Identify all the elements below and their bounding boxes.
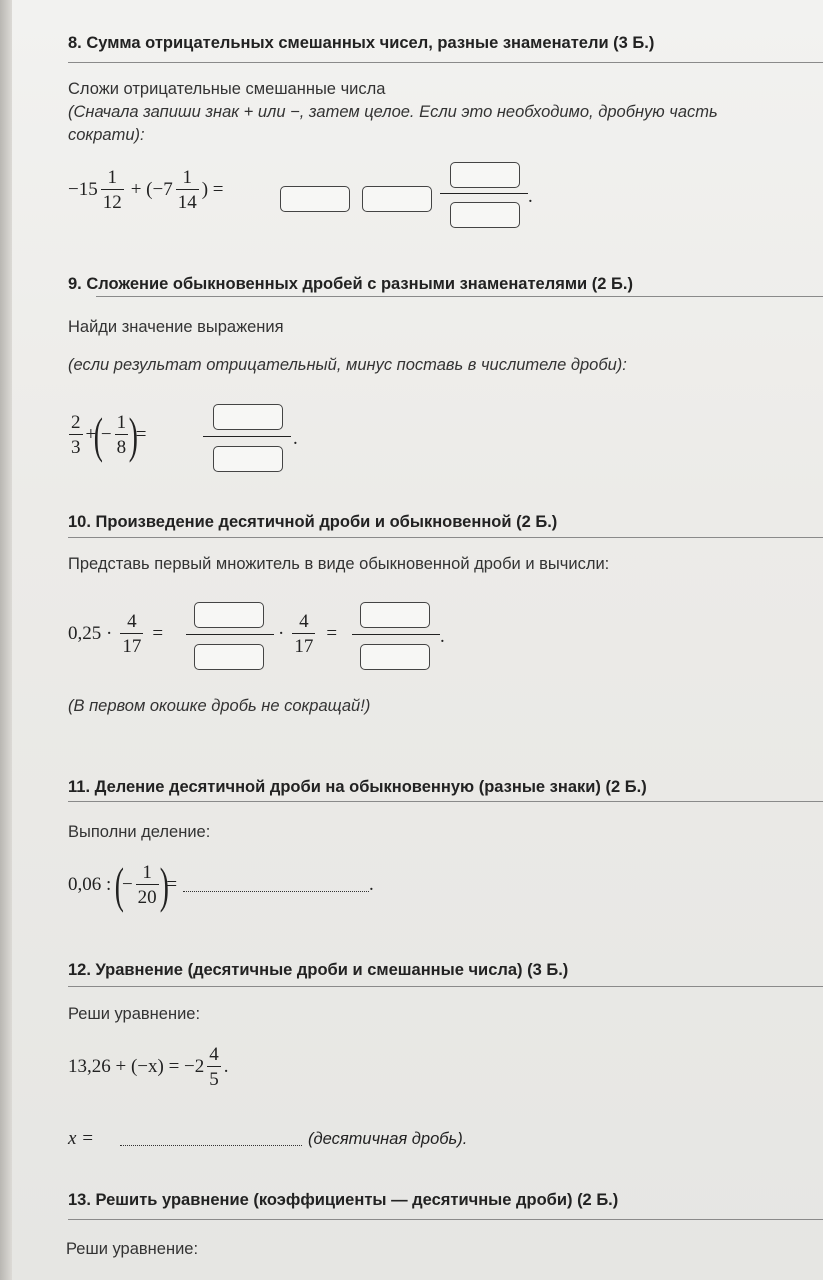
fraction (69, 413, 83, 457)
instruction: Представь первый множитель в виде обыкновенной дроби и вычисли: (68, 555, 610, 573)
paren: ) (128, 407, 139, 463)
period: . (369, 874, 374, 895)
fraction (120, 612, 143, 656)
expression (66, 407, 147, 463)
instruction: Реши уравнение: (68, 1005, 201, 1023)
denominator: 17 (120, 633, 143, 656)
instruction: Сложи отрицательные смешанные числа (68, 80, 386, 98)
answer-note: (десятичная дробь). (308, 1129, 468, 1148)
period: . (293, 428, 298, 449)
instruction-hint-cont: сократи): (68, 126, 145, 144)
task-title: 11. Деление десятичной дроби на обыкновенную (разные знаки) (2 Б.) (68, 778, 647, 796)
denominator: 14 (176, 189, 199, 212)
operator: = (166, 874, 178, 895)
fraction-line (352, 634, 440, 635)
fraction-line (203, 436, 291, 437)
numerator: 4 (209, 1044, 219, 1065)
task-title: 10. Произведение десятичной дроби и обыкновенной (2 Б.) (68, 513, 558, 531)
paren: ) (159, 857, 169, 913)
numerator: 1 (182, 167, 192, 188)
fraction-line (186, 634, 274, 635)
numerator: 1 (116, 412, 127, 433)
answer-whole-box[interactable] (362, 186, 432, 212)
fraction (176, 168, 199, 212)
denominator: 5 (207, 1066, 221, 1089)
numerator: 1 (107, 167, 117, 188)
operator: + (85, 424, 97, 445)
fraction-line (440, 193, 528, 194)
answer-numerator-box-2[interactable] (360, 602, 430, 628)
answer-blank[interactable] (183, 879, 369, 892)
answer-sign-box[interactable] (280, 186, 350, 212)
expression (68, 168, 224, 212)
expression-cont (278, 612, 337, 656)
operator: · (278, 623, 285, 644)
operator: = (152, 623, 164, 644)
answer-denominator-box[interactable] (450, 202, 520, 228)
task-title: 12. Уравнение (десятичные дроби и смешанные числа) (3 Б.) (68, 961, 569, 979)
note: (В первом окошке дробь не сокращай!) (68, 697, 371, 715)
decimal: 0,25 · (68, 623, 113, 644)
instruction: Найди значение выражения (68, 318, 284, 336)
paper-edge (0, 0, 12, 1280)
operator: + (−7 (130, 179, 173, 200)
equation-lhs: 13,26 + (−x) = −2 (68, 1056, 205, 1077)
numerator: 2 (71, 412, 81, 433)
denominator: 3 (69, 434, 83, 457)
answer-numerator-box[interactable] (450, 162, 520, 188)
fraction (207, 1045, 221, 1089)
denominator: 17 (292, 633, 315, 656)
task-title: 9. Сложение обыкновенных дробей с разными знаменателями (2 Б.) (68, 275, 633, 293)
period: . (440, 626, 445, 647)
denominator: 12 (101, 189, 124, 212)
term: −15 (68, 179, 98, 200)
divider (68, 801, 823, 802)
answer-variable: x = (68, 1128, 95, 1149)
denominator: 20 (136, 884, 159, 907)
denominator: 8 (115, 434, 129, 457)
fraction (136, 863, 159, 907)
answer-denominator-box[interactable] (213, 446, 283, 472)
answer-numerator-box[interactable] (213, 404, 283, 430)
numerator: 1 (142, 862, 152, 883)
fraction (292, 612, 315, 656)
operator: − (121, 874, 133, 895)
equation (68, 1045, 229, 1089)
paren: ( (115, 857, 125, 913)
fraction (115, 413, 129, 457)
period: . (223, 1056, 229, 1077)
divider (68, 1219, 823, 1220)
instruction: Выполни деление: (68, 823, 211, 841)
fraction (101, 168, 124, 212)
instruction-hint: (Сначала запиши знак + или −, затем целое. Если это необходимо, дробную часть (68, 103, 718, 121)
numerator: 4 (299, 611, 309, 632)
operator: = (135, 424, 147, 445)
divider (96, 296, 823, 297)
instruction: Реши уравнение: (66, 1240, 199, 1258)
operator: − (100, 424, 112, 445)
decimal: 0,06 : (68, 874, 112, 895)
numerator: 4 (127, 611, 137, 632)
answer-numerator-box[interactable] (194, 602, 264, 628)
paren: ( (93, 407, 104, 463)
operator: ) = (201, 179, 224, 200)
expression (68, 857, 374, 913)
instruction-hint: (если результат отрицательный, минус поставь в числителе дроби): (68, 356, 627, 374)
divider (68, 986, 823, 987)
divider (68, 537, 823, 538)
operator: = (326, 623, 338, 644)
divider (68, 62, 823, 63)
task-title: 8. Сумма отрицательных смешанных чисел, разные знаменатели (3 Б.) (68, 34, 655, 52)
answer-row (68, 1128, 467, 1150)
answer-blank[interactable] (120, 1133, 302, 1146)
expression (68, 612, 163, 656)
task-title: 13. Решить уравнение (коэффициенты — десятичные дроби) (2 Б.) (68, 1191, 619, 1209)
answer-denominator-box-2[interactable] (360, 644, 430, 670)
answer-denominator-box[interactable] (194, 644, 264, 670)
period: . (528, 186, 533, 207)
